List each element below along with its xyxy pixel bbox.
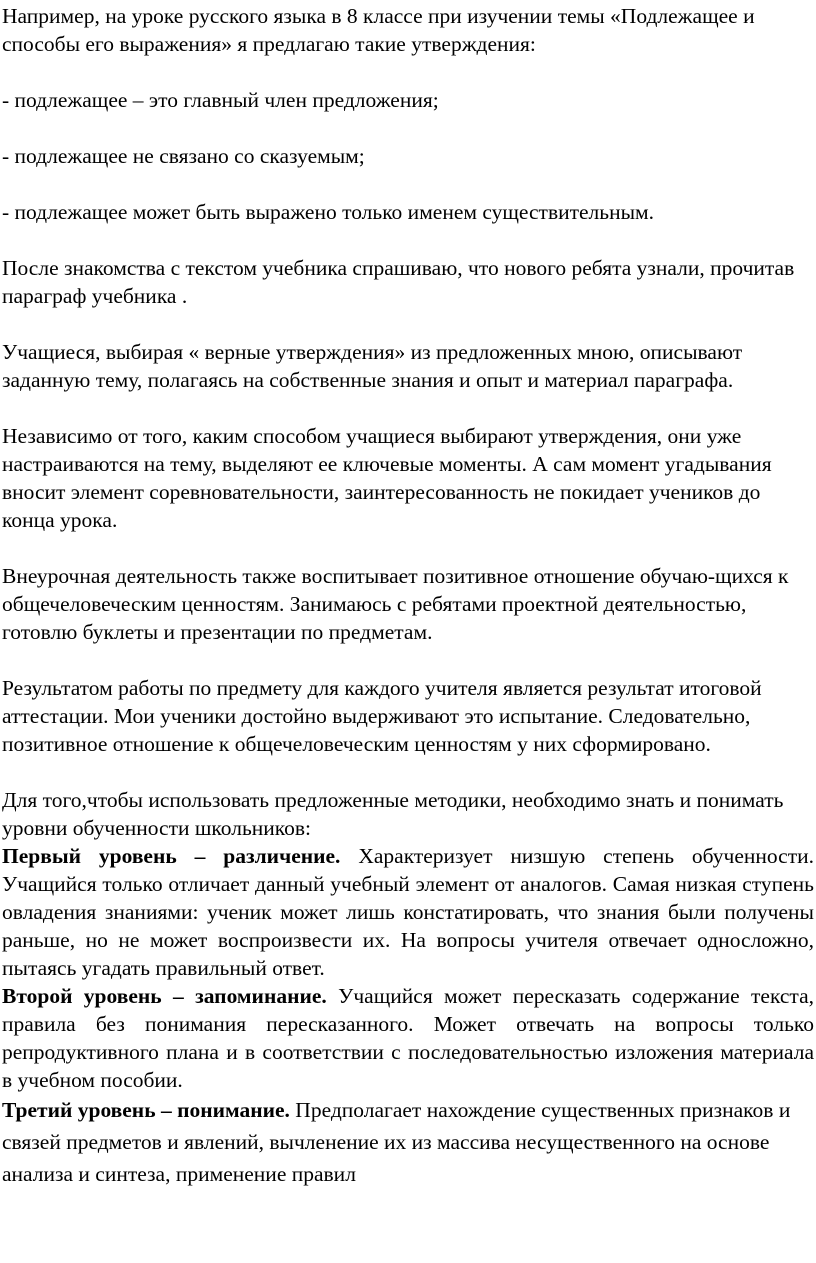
level-1-title: Первый уровень – различение. <box>2 844 341 868</box>
level-2-title: Второй уровень – запоминание. <box>2 984 327 1008</box>
paragraph-extracurricular: Внеурочная деятельность также воспитывает позитивное отношение обучаю-щихся к общечеловеческим ценностям. Занимаюсь с ребятами проектной деятельностью, готовлю буклеты и презентации по предметам. <box>2 564 789 644</box>
paragraph-result: Результатом работы по предмету для каждого учителя является результат итоговой аттестации. Мои ученики достойно выдерживают это испытание. Следовательно, позитивное отношение к общечеловеческим ценностям у них сформировано. <box>2 676 762 756</box>
level-3-text: Предполагает нахождение существенных признаков и связей предметов и явлений, вычленение их из массива несущественного на основе анализа и синтеза, применение правил <box>2 1098 791 1186</box>
paragraph-methods: Для того,чтобы использовать предложенные методики, необходимо знать и понимать уровни обученности школьников: <box>2 788 784 840</box>
level-1 <box>2 842 814 982</box>
level-3 <box>2 1094 814 1190</box>
paragraph-after-textbook: После знакомства с текстом учебника спрашиваю, что нового ребята узнали, прочитав параграф учебника . <box>2 256 795 308</box>
paragraph-independently: Независимо от того, каким способом учащиеся выбирают утверждения, они уже настраиваются на тему, выделяют ее ключевые моменты. А сам момент угадывания вносит элемент соревновательности, заинтересованность не покидает учеников до конца урока. <box>2 424 772 532</box>
level-2-text: Учащийся может пересказать содержание текста, правила без понимания пересказанного. Может отвечать на вопросы только репродуктивного плана и в соответствии с последовательностью изложения материала в учебном пособии. <box>2 984 814 1092</box>
document-page <box>2 2 814 1190</box>
statement-3: - подлежащее может быть выражено только именем существительным. <box>2 200 655 224</box>
level-3-title: Третий уровень – понимание. <box>2 1098 290 1122</box>
paragraph-intro: Например, на уроке русского языка в 8 классе при изучении темы «Подлежащее и способы его выражения» я предлагаю такие утверждения: <box>2 4 755 56</box>
level-1-text: Характеризует низшую степень обученности. Учащийся только отличает данный учебный элемент от аналогов. Самая низкая ступень овладения знаниями: ученик может лишь констатировать, что знания были получены раньше, но не может воспроизвести их. На вопросы учителя отвечает односложно, пытаясь угадать правильный ответ. <box>2 844 814 980</box>
paragraph-students-choose: Учащиеся, выбирая « верные утверждения» из предложенных мною, описывают заданную тему, полагаясь на собственные знания и опыт и материал параграфа. <box>2 340 743 392</box>
statement-2: - подлежащее не связано со сказуемым; <box>2 144 365 168</box>
level-2 <box>2 982 814 1094</box>
statement-1: - подлежащее – это главный член предложения; <box>2 88 439 112</box>
